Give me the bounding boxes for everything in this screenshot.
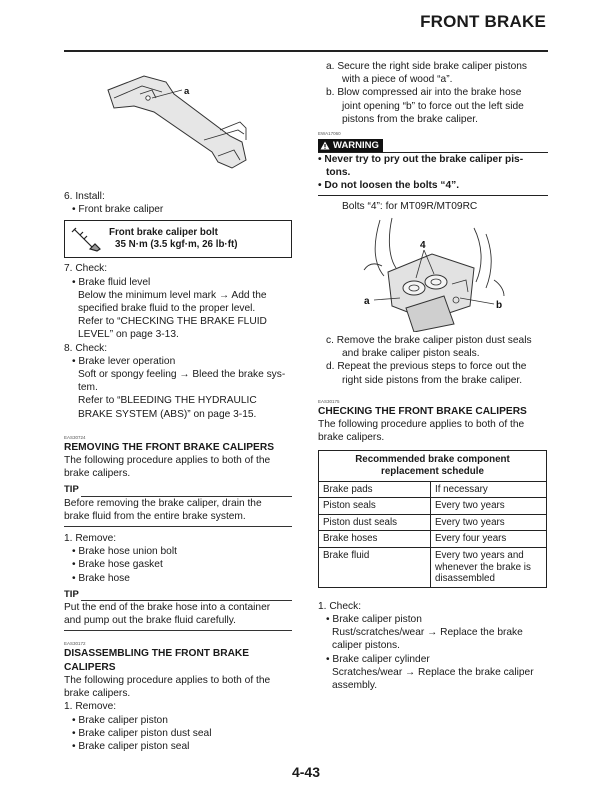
tip-header xyxy=(64,588,292,601)
warning-triangle-icon xyxy=(320,141,330,150)
tip-end-rule xyxy=(64,526,292,527)
procedure-step: and brake caliper piston seals. xyxy=(342,348,480,360)
section-code: EAS30724 xyxy=(64,434,86,440)
checking-intro: brake calipers. xyxy=(318,432,385,444)
procedure-step: with a piece of wood “a”. xyxy=(342,74,453,86)
check1-line: Scratches/wear → Replace the brake caliper xyxy=(332,666,534,678)
part-cell: Piston dust seals xyxy=(319,514,431,531)
check1-item: • Brake caliper cylinder xyxy=(326,653,430,665)
step8-line: tem. xyxy=(78,382,98,394)
figure1-label-a: a xyxy=(184,86,190,97)
removing-item: • Brake hose union bolt xyxy=(72,546,177,558)
tip-text: and pump out the brake fluid carefully. xyxy=(64,615,236,627)
interval-cell: Every two years xyxy=(431,514,547,531)
part-cell: Brake hoses xyxy=(319,531,431,548)
bolts-note: Bolts “4”: for MT09R/MT09RC xyxy=(342,200,478,212)
part-cell: Brake fluid xyxy=(319,547,431,587)
section-title-disassembling: CALIPERS xyxy=(64,661,116,673)
warning-header xyxy=(318,138,548,153)
tip-label: TIP xyxy=(64,588,79,600)
procedure-step: pistons from the brake caliper. xyxy=(342,113,478,125)
section-code: EAS30172 xyxy=(64,641,86,647)
check1-line: Rust/scratches/wear → Replace the brake xyxy=(332,627,523,639)
check1-item: • Brake caliper piston xyxy=(326,613,422,625)
step7-line: Below the minimum level mark → Add the xyxy=(78,289,267,301)
tip-label: TIP xyxy=(64,484,79,496)
tip-end-rule xyxy=(64,630,292,631)
warning-end-rule xyxy=(318,195,548,196)
checking-intro: The following procedure applies to both of the xyxy=(318,419,525,431)
table-title-line: Recommended brake component xyxy=(355,454,510,466)
disassembling-step1-title: 1. Remove: xyxy=(64,701,117,713)
step6-item: • Front brake caliper xyxy=(72,204,164,216)
removing-item: • Brake hose xyxy=(72,572,130,584)
table-title xyxy=(319,451,547,481)
interval-cell: Every two years xyxy=(431,498,547,515)
warning-line: tons. xyxy=(326,167,351,179)
wood-block-illustration xyxy=(100,64,270,182)
disassembling-item: • Brake caliper piston dust seal xyxy=(72,727,212,739)
torque-spec-value: 35 N·m (3.5 kgf·m, 26 lb·ft) xyxy=(115,239,238,251)
figure-caliper xyxy=(344,210,524,332)
table-row xyxy=(319,514,547,531)
step8-item: • Brake lever operation xyxy=(72,355,176,367)
removing-step1-title: 1. Remove: xyxy=(64,533,117,545)
page-number: 4-43 xyxy=(291,764,321,780)
section-code: EAS30175 xyxy=(318,398,340,404)
interval-cell: Every two years and whenever the brake is disassembled xyxy=(431,547,547,587)
section-title-disassembling: DISASSEMBLING THE FRONT BRAKE xyxy=(64,648,250,660)
table-header-row xyxy=(319,451,547,481)
procedure-step: joint opening “b” to force out the left side xyxy=(342,100,524,112)
disassembling-intro: The following procedure applies to both of the xyxy=(64,674,271,686)
tip-text: Put the end of the brake hose into a container xyxy=(64,602,271,614)
step7-line: Refer to “CHECKING THE BRAKE FLUID xyxy=(78,316,267,328)
check1-title: 1. Check: xyxy=(318,600,362,612)
step7-line: LEVEL” on page 3-13. xyxy=(78,329,179,341)
torque-wrench-icon xyxy=(65,221,109,257)
procedure-step: right side pistons from the brake caliper. xyxy=(342,374,523,386)
replacement-schedule-table xyxy=(318,450,547,587)
step7-line: specified brake fluid to the proper level. xyxy=(78,303,256,315)
check1-line: caliper pistons. xyxy=(332,640,400,652)
interval-cell: If necessary xyxy=(431,481,547,498)
disassembling-intro: brake calipers. xyxy=(64,688,131,700)
page-title: FRONT BRAKE xyxy=(420,12,546,31)
procedure-step: d. Repeat the previous steps to force out the xyxy=(326,361,527,373)
section-title-removing: REMOVING THE FRONT BRAKE CALIPERS xyxy=(64,441,274,453)
tip-text: Before removing the brake caliper, drain the xyxy=(64,497,262,509)
step6-title: 6. Install: xyxy=(64,191,105,202)
tip-header xyxy=(64,483,292,496)
figure-wood-block xyxy=(100,64,270,182)
disassembling-item: • Brake caliper piston xyxy=(72,714,168,726)
table-row xyxy=(319,547,547,587)
caliper-illustration xyxy=(344,210,524,332)
tip-text: brake fluid from the entire brake system. xyxy=(64,510,246,522)
warning-code: EWA17060 xyxy=(318,131,341,137)
step8-line: Refer to “BLEEDING THE HYDRAULIC xyxy=(78,395,257,407)
step8-line: Soft or spongy feeling → Bleed the brake sys- xyxy=(78,369,286,381)
torque-spec-box xyxy=(64,220,292,258)
check1-line: assembly. xyxy=(332,679,378,691)
procedure-step: b. Blow compressed air into the brake hose xyxy=(326,87,522,99)
section-title-checking: CHECKING THE FRONT BRAKE CALIPERS xyxy=(318,405,527,417)
removing-intro: brake calipers. xyxy=(64,468,131,480)
torque-spec-label: Front brake caliper bolt xyxy=(109,227,218,239)
part-cell: Brake pads xyxy=(319,481,431,498)
procedure-step: c. Remove the brake caliper piston dust seals xyxy=(326,335,532,346)
procedure-step: a. Secure the right side brake caliper pistons xyxy=(326,61,528,72)
figure2-label-a: a xyxy=(364,296,370,307)
right-column xyxy=(318,60,548,213)
interval-cell: Every four years xyxy=(431,531,547,548)
part-cell: Piston seals xyxy=(319,498,431,515)
right-column-lower xyxy=(318,334,548,692)
table-row xyxy=(319,531,547,548)
step8-title: 8. Check: xyxy=(64,342,108,354)
step8-line: BRAKE SYSTEM (ABS)” on page 3-15. xyxy=(78,408,257,420)
header-rule xyxy=(64,50,548,52)
disassembling-item: • Brake caliper piston seal xyxy=(72,740,190,752)
table-row xyxy=(319,481,547,498)
figure2-label-b: b xyxy=(496,300,503,311)
removing-intro: The following procedure applies to both of the xyxy=(64,455,271,467)
step7-item: • Brake fluid level xyxy=(72,276,151,288)
warning-line: • Do not loosen the bolts “4”. xyxy=(318,180,460,192)
warning-line: • Never try to pry out the brake caliper pis- xyxy=(318,154,524,166)
removing-item: • Brake hose gasket xyxy=(72,559,163,571)
warning-label: WARNING xyxy=(333,139,379,151)
table-title-line: replacement schedule xyxy=(381,466,484,478)
figure2-label-4: 4 xyxy=(420,240,426,251)
warning-badge xyxy=(318,139,383,152)
step7-title: 7. Check: xyxy=(64,263,108,275)
table-row xyxy=(319,498,547,515)
left-column xyxy=(64,190,292,753)
